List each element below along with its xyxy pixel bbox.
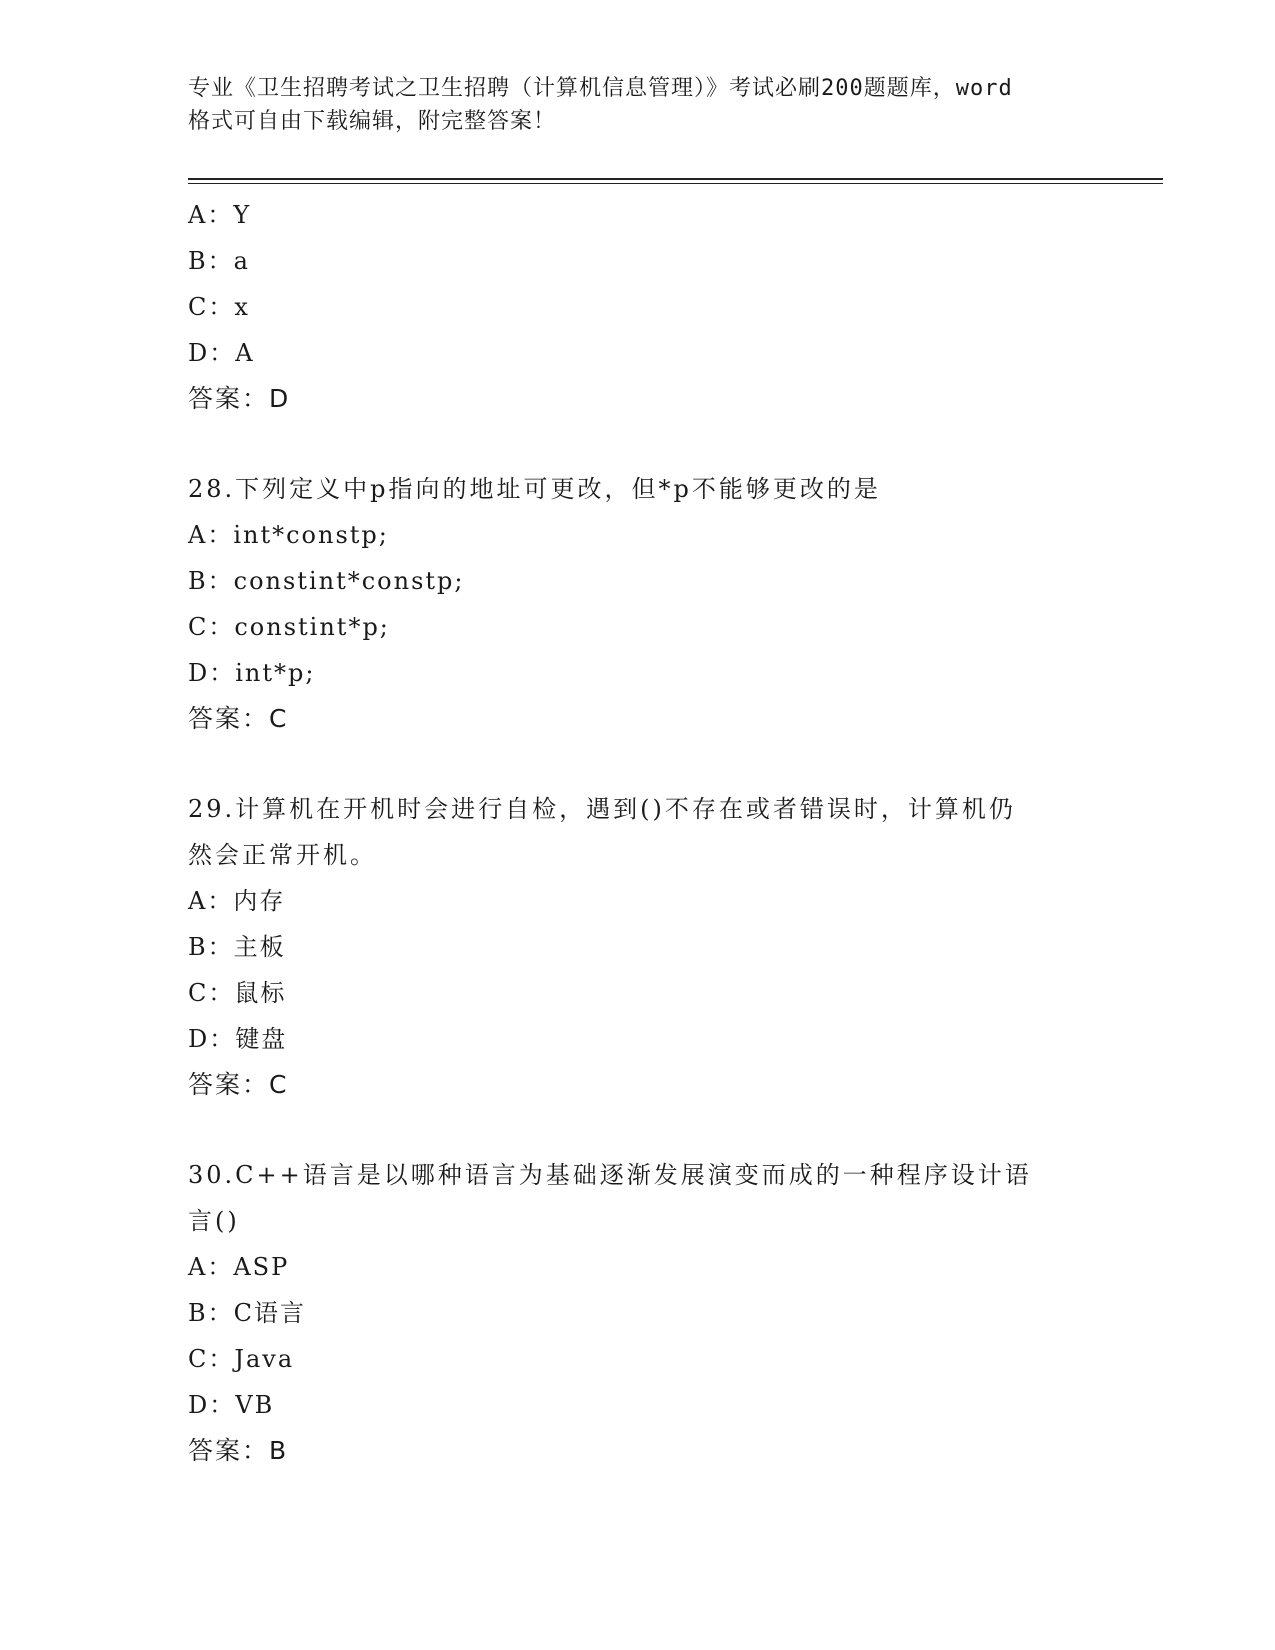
header-divider-thin bbox=[188, 183, 1163, 184]
answer-key: 答案：D bbox=[188, 384, 291, 413]
question-text-line-1: 29.计算机在开机时会进行自检，遇到()不存在或者错误时，计算机仍 bbox=[188, 795, 1016, 823]
option-c: C：鼠标 bbox=[188, 979, 287, 1007]
option-a: A：int*constp; bbox=[188, 521, 389, 549]
option-d: D：int*p; bbox=[188, 659, 316, 687]
option-b: B：a bbox=[188, 247, 250, 275]
question-28 bbox=[188, 466, 1088, 742]
option-a: A：Y bbox=[188, 201, 252, 229]
spacer bbox=[188, 422, 1088, 466]
option-d: D：A bbox=[188, 339, 255, 367]
question-text: 28.下列定义中p指向的地址可更改，但*p不能够更改的是 bbox=[188, 475, 881, 503]
option-b: B：主板 bbox=[188, 933, 286, 961]
question-30 bbox=[188, 1152, 1088, 1474]
question-text-line-2: 然会正常开机。 bbox=[188, 841, 377, 869]
option-a: A：内存 bbox=[188, 887, 286, 915]
option-c: C：constint*p; bbox=[188, 613, 390, 641]
answer-key: 答案：C bbox=[188, 1070, 289, 1099]
option-b: B：C语言 bbox=[188, 1299, 306, 1327]
question-list bbox=[188, 192, 1088, 1474]
document-header bbox=[188, 72, 1088, 138]
option-d: D：VB bbox=[188, 1391, 275, 1419]
option-d: D：键盘 bbox=[188, 1025, 288, 1053]
option-a: A：ASP bbox=[188, 1253, 290, 1281]
option-c: C：x bbox=[188, 293, 250, 321]
header-title-line-2: 格式可自由下载编辑，附完整答案！ bbox=[188, 109, 557, 134]
question-29 bbox=[188, 786, 1088, 1108]
question-text-line-2: 言() bbox=[188, 1207, 240, 1235]
option-c: C：Java bbox=[188, 1345, 295, 1373]
header-title-line-1: 专业《卫生招聘考试之卫生招聘（计算机信息管理）》考试必刷200题题库，word bbox=[188, 76, 1013, 101]
spacer bbox=[188, 1108, 1088, 1152]
option-b: B：constint*constp; bbox=[188, 567, 465, 595]
spacer bbox=[188, 742, 1088, 786]
question-text-line-1: 30.C++语言是以哪种语言为基础逐渐发展演变而成的一种程序设计语 bbox=[188, 1161, 1032, 1189]
answer-key: 答案：C bbox=[188, 704, 289, 733]
question-27 bbox=[188, 192, 1088, 422]
header-divider-thick bbox=[188, 178, 1163, 180]
answer-key: 答案：B bbox=[188, 1436, 289, 1465]
